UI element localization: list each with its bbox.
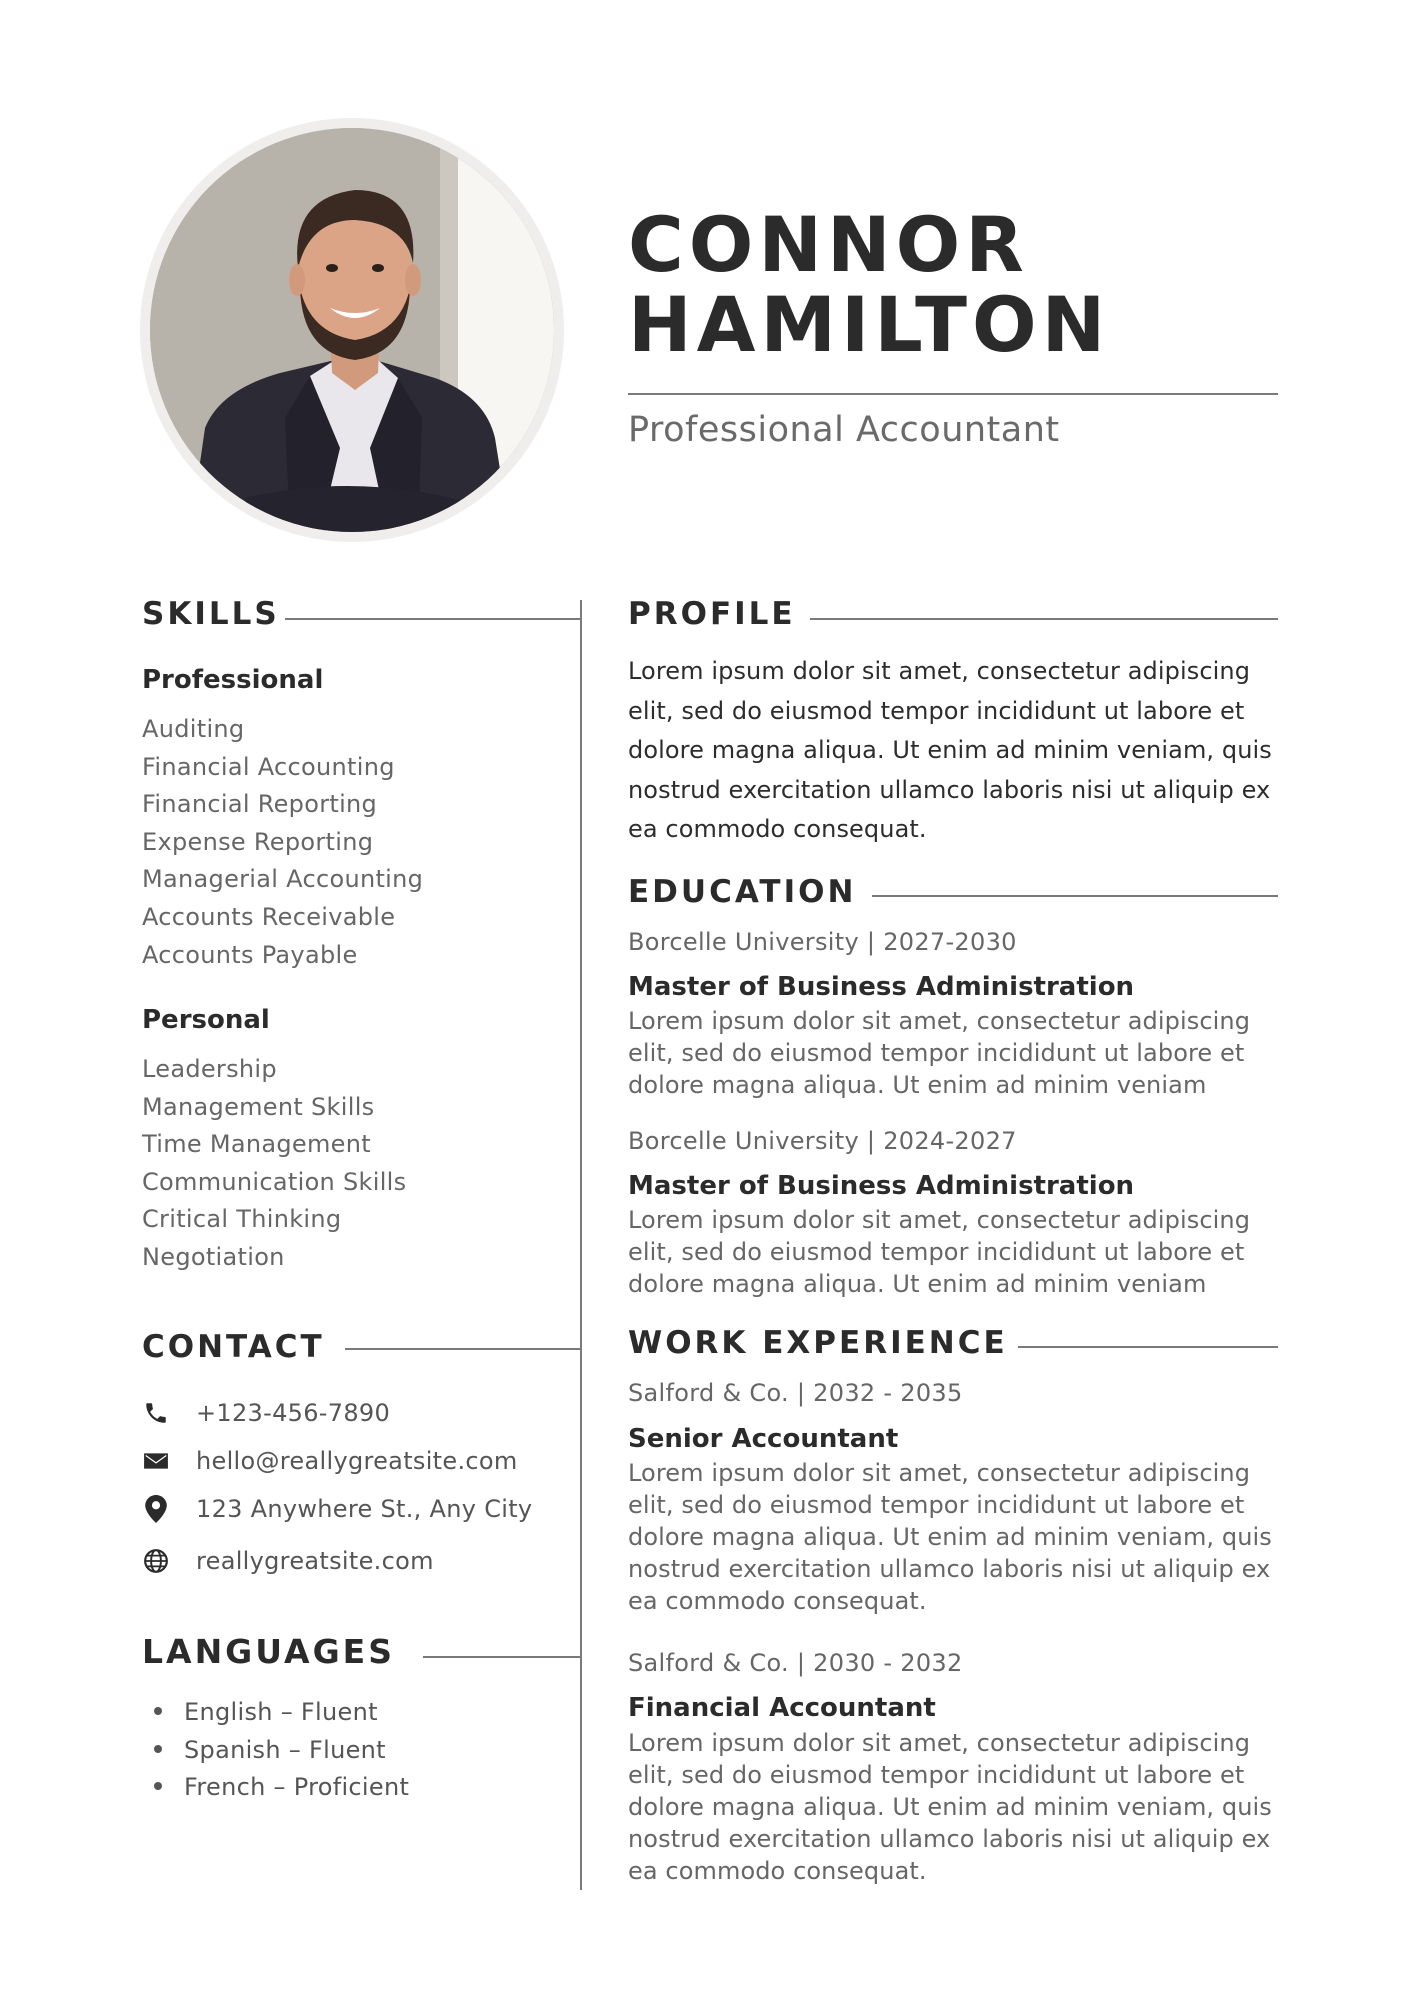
education-meta: Borcelle University | 2024-2027 — [628, 1127, 1017, 1155]
experience-role: Senior Accountant — [628, 1424, 899, 1454]
mail-icon — [140, 1445, 172, 1477]
personal-skills-list — [142, 1051, 406, 1277]
skill-item: Managerial Accounting — [142, 865, 424, 894]
contact-phone — [140, 1389, 532, 1437]
education-meta: Borcelle University | 2027-2030 — [628, 928, 1017, 956]
street-address: 123 Anywhere St., Any City — [196, 1495, 533, 1523]
job-title: Professional Accountant — [628, 410, 1060, 450]
language-item: French – Proficient — [154, 1769, 409, 1807]
first-name: CONNOR — [628, 200, 1029, 289]
experience-meta: Salford & Co. | 2032 - 2035 — [628, 1379, 963, 1407]
skill-item: Auditing — [142, 715, 245, 743]
languages-rule — [423, 1656, 580, 1658]
email-address[interactable]: hello@reallygreatsite.com — [196, 1447, 518, 1475]
profile-rule — [810, 618, 1278, 620]
education-description: Lorem ipsum dolor sit amet, consectetur adipiscing elit, sed do eiusmod tempor incididunt ut labore et dolore magna aliqua. Ut enim ad minim veniam — [628, 1007, 1251, 1099]
name-divider — [628, 393, 1278, 395]
skill-item: Management Skills — [142, 1092, 375, 1121]
education-heading: EDUCATION — [628, 874, 857, 910]
skill-item: Financial Reporting — [142, 790, 378, 819]
languages-list — [154, 1694, 409, 1807]
profile-photo — [150, 128, 554, 532]
skills-heading: SKILLS — [142, 596, 280, 632]
portrait-illustration — [150, 128, 554, 532]
phone-number[interactable]: +123-456-7890 — [196, 1399, 391, 1427]
contact-email — [140, 1437, 532, 1485]
globe-icon — [140, 1545, 172, 1577]
experience-description: Lorem ipsum dolor sit amet, consectetur adipiscing elit, sed do eiusmod tempor incididunt ut labore et dolore magna aliqua. Ut enim ad minim veniam, quis nostrud exercitation ullamco laboris nisi ut aliquip ex ea commodo consequat. — [628, 1459, 1272, 1615]
education-description: Lorem ipsum dolor sit amet, consectetur adipiscing elit, sed do eiusmod tempor incididunt ut labore et dolore magna aliqua. Ut enim ad minim veniam — [628, 1206, 1251, 1298]
experience-meta: Salford & Co. | 2030 - 2032 — [628, 1649, 963, 1677]
professional-skills-list — [142, 711, 423, 974]
contact-heading: CONTACT — [142, 1329, 325, 1365]
language-item: English – Fluent — [154, 1694, 409, 1732]
experience-rule — [1018, 1346, 1278, 1348]
education-degree: Master of Business Administration — [628, 1171, 1135, 1201]
skill-item: Accounts Payable — [142, 940, 358, 969]
contact-address — [140, 1485, 532, 1533]
education-degree: Master of Business Administration — [628, 972, 1135, 1002]
location-pin-icon — [140, 1493, 172, 1525]
last-name: HAMILTON — [628, 280, 1111, 369]
personal-skills-heading: Personal — [142, 1005, 270, 1035]
skill-item: Expense Reporting — [142, 827, 374, 856]
education-rule — [872, 895, 1278, 897]
skills-rule — [285, 618, 580, 620]
profile-heading: PROFILE — [628, 596, 796, 632]
skill-item: Time Management — [142, 1130, 371, 1159]
skill-item: Critical Thinking — [142, 1205, 342, 1234]
website-link[interactable]: reallygreatsite.com — [196, 1547, 434, 1575]
profile-text: Lorem ipsum dolor sit amet, consectetur adipiscing elit, sed do eiusmod tempor incididunt ut labore et dolore magna aliqua. Ut enim ad minim veniam, quis nostrud exercitation ullamco laboris nisi ut aliquip ex ea commodo consequat. — [628, 657, 1272, 843]
skill-item: Financial Accounting — [142, 752, 395, 781]
column-divider — [580, 600, 582, 1890]
phone-icon — [140, 1397, 172, 1429]
skill-item: Accounts Receivable — [142, 902, 396, 931]
language-item: Spanish – Fluent — [154, 1732, 409, 1770]
skill-item: Leadership — [142, 1055, 277, 1083]
candidate-name — [628, 200, 1111, 369]
experience-description: Lorem ipsum dolor sit amet, consectetur adipiscing elit, sed do eiusmod tempor incididunt ut labore et dolore magna aliqua. Ut enim ad minim veniam, quis nostrud exercitation ullamco laboris nisi ut aliquip ex ea commodo consequat. — [628, 1729, 1272, 1885]
contact-website — [140, 1537, 532, 1585]
experience-heading: WORK EXPERIENCE — [628, 1325, 1008, 1361]
languages-heading: LANGUAGES — [142, 1632, 395, 1671]
experience-role: Financial Accountant — [628, 1693, 936, 1723]
contact-list — [140, 1389, 532, 1585]
skill-item: Communication Skills — [142, 1167, 407, 1196]
professional-skills-heading: Professional — [142, 665, 324, 695]
skill-item: Negotiation — [142, 1242, 285, 1271]
contact-rule — [345, 1348, 580, 1350]
